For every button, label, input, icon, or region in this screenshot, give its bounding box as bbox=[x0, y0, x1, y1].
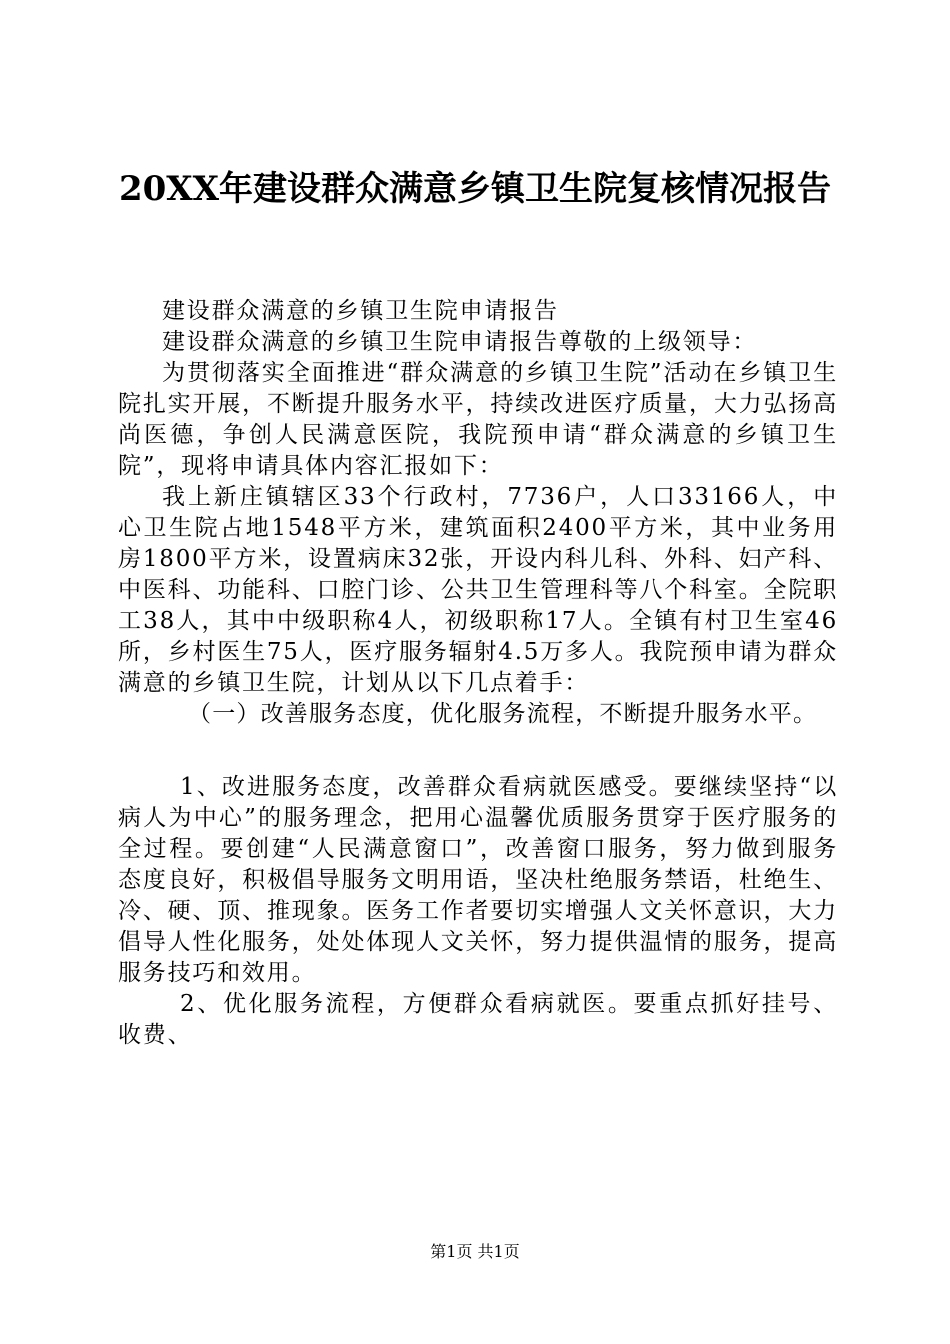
document-body bbox=[118, 296, 838, 1051]
document-title: 20XX年建设群众满意乡镇卫生院复核情况报告 bbox=[118, 169, 832, 209]
paragraph-salutation: 建设群众满意的乡镇卫生院申请报告尊敬的上级领导： bbox=[162, 329, 758, 355]
page-footer: 第1页 共1页 bbox=[430, 1242, 520, 1261]
paragraph-item-2: 2、优化服务流程，方便群众看病就医。要重点抓好挂号、收费、 bbox=[118, 991, 838, 1048]
paragraph-intro: 为贯彻落实全面推进“群众满意的乡镇卫生院”活动在乡镇卫生院扎实开展，不断提升服务水平，持续改进医疗质量，大力弘扬高尚医德，争创人民满意医院，我院预申请“群众满意的乡镇卫生院”，现将申请具体内容汇报如下： bbox=[118, 360, 838, 479]
section-heading-1: （一）改善服务态度，优化服务流程，不断提升服务水平。 bbox=[188, 701, 818, 727]
paragraph-overview: 我上新庄镇辖区33个行政村，7736户，人口33166人，中心卫生院占地1548平方米，建筑面积2400平方米，其中业务用房1800平方米，设置病床32张，开设内科儿科、外科、妇产科、中医科、功能科、口腔门诊、公共卫生管理科等八个科室。全院职工38人，其中中级职称4人，初级职称17人。全镇有村卫生室46所，乡村医生75人，医疗服务辐射4.5万多人。我院预申请为群众满意的乡镇卫生院，计划从以下几点着手： bbox=[118, 484, 838, 696]
paragraph-subject: 建设群众满意的乡镇卫生院申请报告 bbox=[162, 298, 559, 324]
paragraph-item-1: 1、改进服务态度，改善群众看病就医感受。要继续坚持“以病人为中心”的服务理念，把用心温馨优质服务贯穿于医疗服务的全过程。要创建“人民满意窗口”，改善窗口服务，努力做到服务态度良好，积极倡导服务文明用语，坚决杜绝服务禁语，杜绝生、冷、硬、顶、推现象。医务工作者要切实增强人文关怀意识，大力倡导人性化服务，处处体现人文关怀，努力提供温情的服务，提高服务技巧和效用。 bbox=[118, 774, 838, 986]
